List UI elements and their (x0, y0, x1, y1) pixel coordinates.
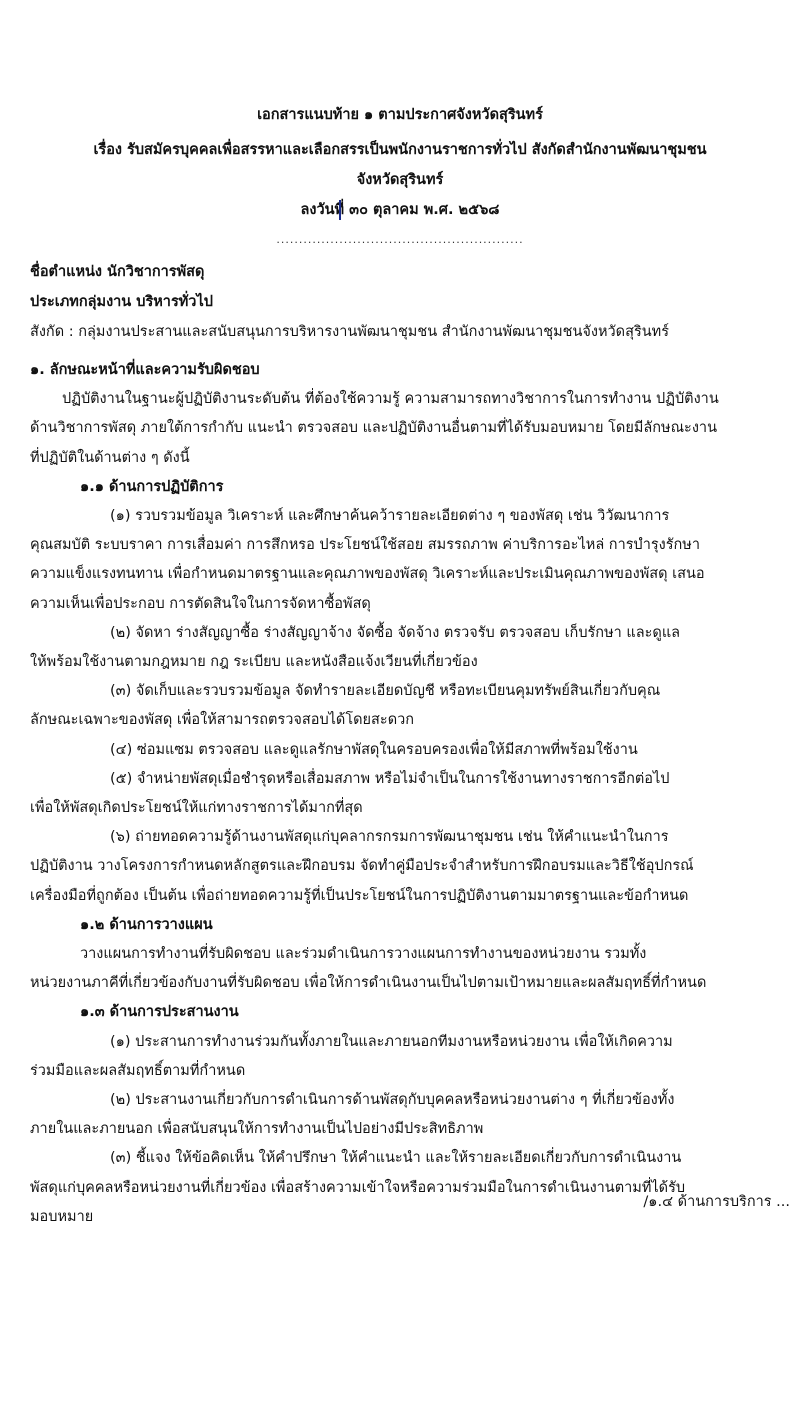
body-text-line: คุณสมบัติ ระบบราคา การเสื่อมค่า การสึกหรอ ประโยชน์ใช้สอย สมรรถภาพ ค่าบริการอะไหล่ การบำรุงรักษา (30, 537, 701, 553)
body-text-line: หน่วยงานภาคีที่เกี่ยวข้องกับงานที่รับผิดชอบ เพื่อให้การดำเนินงานเป็นไปตามเป้าหมายและผลสัมฤทธิ์ที่กำหนด (30, 975, 707, 991)
continuation-note: /๑.๔ ด้านการบริการ ... (643, 1194, 790, 1210)
body-text-line: (๑) ประสานการทำงานร่วมกันทั้งภายในและภายนอกทีมงานหรือหน่วยงาน เพื่อให้เกิดความ (110, 1034, 673, 1050)
job-group: ประเภทกลุ่มงาน บริหารทั่วไป (30, 294, 213, 310)
body-text-line: (๒) จัดหา ร่างสัญญาซื้อ ร่างสัญญาจ้าง จัดซื้อ จัดจ้าง ตรวจรับ ตรวจสอบ เก็บรักษา และดูแล (110, 625, 681, 641)
body-text-line: ลักษณะเฉพาะของพัสดุ เพื่อให้สามารถตรวจสอบได้โดยสะดวก (30, 712, 415, 728)
subject-line: เรื่อง รับสมัครบุคคลเพื่อสรรหาและเลือกสรรเป็นพนักงานราชการทั่วไป สังกัดสำนักงานพัฒนาชุมชน (93, 142, 707, 158)
body-text-line: ให้พร้อมใช้งานตามกฎหมาย กฎ ระเบียบ และหนังสือแจ้งเวียนที่เกี่ยวข้อง (30, 654, 478, 670)
body-text-line: ความเห็นเพื่อประกอบ การตัดสินใจในการจัดหาซื้อพัสดุ (30, 596, 371, 612)
section-heading: ๑.๒ ด้านการวางแผน (80, 917, 213, 933)
annex-title: เอกสารแนบท้าย ๑ ตามประกาศจังหวัดสุรินทร์ (257, 107, 543, 123)
body-text-line: พัสดุแก่บุคคลหรือหน่วยงานที่เกี่ยวข้อง เพื่อสร้างความเข้าใจหรือความร่วมมือในการดำเนินงานตามที่ได้รับ (30, 1180, 686, 1196)
body-text-line: เครื่องมือที่ถูกต้อง เป็นต้น เพื่อถ่ายทอดความรู้ที่เป็นประโยชน์ในการปฏิบัติงานตามมาตรฐานและข้อกำหนด (30, 888, 689, 904)
body-text-line: ปฏิบัติงาน วางโครงการกำหนดหลักสูตรและฝึกอบรม จัดทำคู่มือประจำสำหรับการฝึกอบรมและวิธีใช้อุปกรณ์ (30, 858, 694, 874)
date-line: ลงวันที่ ๓๐ ตุลาคม พ.ศ. ๒๕๖๘ (300, 202, 500, 218)
body-text-line: ด้านวิชาการพัสดุ ภายใต้การกำกับ แนะนำ ตรวจสอบ และปฏิบัติงานอื่นตามที่ได้รับมอบหมาย โดยมีลักษณะงาน (30, 420, 717, 436)
body-text-line: มอบหมาย (30, 1209, 94, 1225)
body-text-line: (๑) รวบรวมข้อมูล วิเคราะห์ และศึกษาค้นคว้ารายละเอียดต่าง ๆ ของพัสดุ เช่น วิวัฒนาการ (110, 508, 670, 524)
body-text-line: วางแผนการทำงานที่รับผิดชอบ และร่วมดำเนินการวางแผนการทำงานของหน่วยงาน รวมทั้ง (80, 946, 647, 962)
body-text-line: ความแข็งแรงทนทาน เพื่อกำหนดมาตรฐานและคุณภาพของพัสดุ วิเคราะห์และประเมินคุณภาพของพัสดุ เสนอ (30, 566, 705, 582)
province-line: จังหวัดสุรินทร์ (356, 172, 444, 188)
handwritten-date-mark (339, 200, 355, 220)
body-text-line: (๕) จำหน่ายพัสดุเมื่อชำรุดหรือเสื่อมสภาพ หรือไม่จำเป็นในการใช้งานทางราชการอีกต่อไป (110, 771, 670, 787)
separator-dots: ....................................................... (276, 233, 524, 246)
body-text-line: (๖) ถ่ายทอดความรู้ด้านงานพัสดุแก่บุคลากรกรมการพัฒนาชุมชน เช่น ให้คำแนะนำในการ (110, 829, 669, 845)
body-text-line: ปฏิบัติงานในฐานะผู้ปฏิบัติงานระดับต้น ที่ต้องใช้ความรู้ ความสามารถทางวิชาการในการทำงาน ปฏิบัติงาน (62, 391, 719, 407)
body-text-line: เพื่อให้พัสดุเกิดประโยชน์ให้แก่ทางราชการได้มากที่สุด (30, 800, 363, 816)
body-text-line: (๒) ประสานงานเกี่ยวกับการดำเนินการด้านพัสดุกับบุคคลหรือหน่วยงานต่าง ๆ ที่เกี่ยวข้องทั้ง (110, 1092, 675, 1108)
body-text-line: (๓) ชี้แจง ให้ข้อคิดเห็น ให้คำปรึกษา ให้คำแนะนำ และให้รายละเอียดเกี่ยวกับการดำเนินงาน (110, 1150, 682, 1166)
body-text-line: (๓) จัดเก็บและรวบรวมข้อมูล จัดทำรายละเอียดบัญชี หรือทะเบียนคุมทรัพย์สินเกี่ยวกับคุณ (110, 683, 661, 699)
affiliation: สังกัด : กลุ่มงานประสานและสนับสนุนการบริหารงานพัฒนาชุมชน สำนักงานพัฒนาชุมชนจังหวัดสุรินทร์ (30, 324, 669, 340)
section-heading: ๑.๑ ด้านการปฏิบัติการ (80, 479, 224, 495)
position-title: ชื่อตำแหน่ง นักวิชาการพัสดุ (30, 264, 205, 280)
body-text-line: ร่วมมือและผลสัมฤทธิ์ตามที่กำหนด (30, 1063, 246, 1079)
body-text-line: (๔) ซ่อมแซม ตรวจสอบ และดูแลรักษาพัสดุในครอบครองเพื่อให้มีสภาพที่พร้อมใช้งาน (110, 742, 638, 758)
section-heading: ๑. ลักษณะหน้าที่และความรับผิดชอบ (30, 362, 260, 378)
body-text-line: ที่ปฏิบัติในด้านต่าง ๆ ดังนี้ (30, 450, 190, 466)
section-heading: ๑.๓ ด้านการประสานงาน (80, 1004, 239, 1020)
body-text-line: ภายในและภายนอก เพื่อสนับสนุนให้การทำงานเป็นไปอย่างมีประสิทธิภาพ (30, 1121, 484, 1137)
